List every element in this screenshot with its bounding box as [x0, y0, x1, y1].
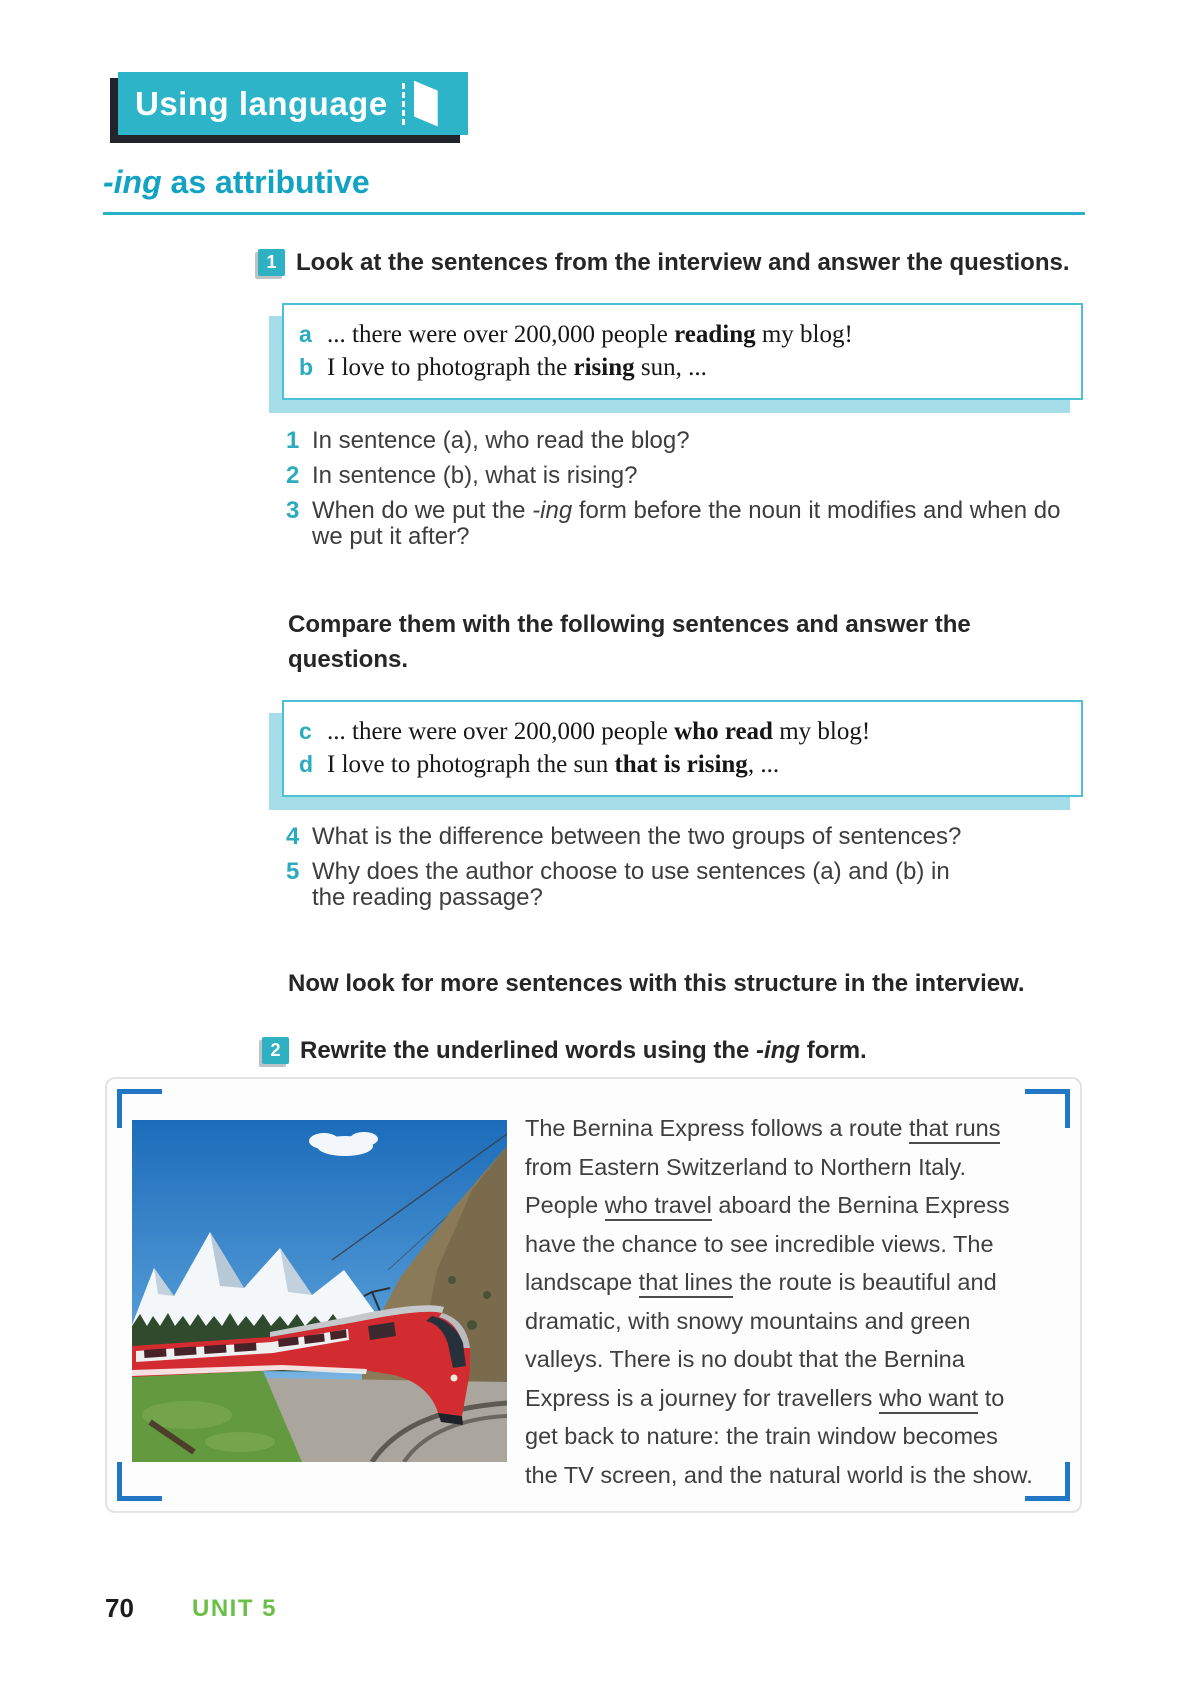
exercise2-number-badge: 2 [262, 1037, 289, 1064]
quote-sentence-b [299, 351, 1071, 384]
quote-text: I love to photograph the rising sun, ... [327, 354, 707, 381]
quote-label: b [299, 354, 314, 380]
question-number: 1 [286, 427, 300, 454]
question-text: Why does the author choose to use sentences (a) and (b) in the reading passage? [312, 858, 950, 911]
section-heading [103, 164, 370, 201]
followup-instruction: Now look for more sentences with this structure in the interview. [288, 970, 1025, 997]
question-row-2 [286, 463, 1078, 489]
question-row-4 [286, 824, 1078, 850]
quote-box-ab [282, 303, 1083, 400]
footer-page-number: 70 [105, 1593, 134, 1623]
passage-frame [105, 1077, 1082, 1513]
question-number: 5 [286, 858, 300, 885]
underlined-phrase: who want [879, 1385, 978, 1414]
question-list-4-5 [286, 824, 1078, 920]
bernina-express-photo [132, 1120, 507, 1462]
question-row-3 [286, 498, 1078, 550]
heading-rest-part: as attributive [161, 164, 370, 200]
question-text: In sentence (b), what is rising? [312, 462, 638, 489]
question-number: 4 [286, 823, 300, 850]
underlined-phrase: that runs [909, 1115, 1000, 1144]
quote-label: c [299, 718, 312, 744]
exercise2-header [262, 1036, 1082, 1066]
exercise2-instruction: Rewrite the underlined words using the -ing form. [300, 1037, 867, 1064]
question-text: In sentence (a), who read the blog? [312, 427, 690, 454]
question-text: When do we put the -ing form before the noun it modifies and when do we put it after? [312, 497, 1061, 550]
question-row-5 [286, 859, 1078, 911]
question-number: 3 [286, 497, 300, 524]
question-list-1-3 [286, 428, 1078, 559]
exercise1-header [258, 248, 1078, 278]
exercise1-instruction: Look at the sentences from the interview and answer the questions. [296, 249, 1070, 276]
underlined-phrase: that lines [639, 1269, 733, 1298]
heading-rule [103, 212, 1085, 215]
underlined-phrase: who travel [605, 1192, 712, 1221]
question-text: What is the difference between the two groups of sentences? [312, 823, 962, 850]
quote-sentence-c [299, 715, 1071, 748]
dashed-divider [402, 83, 405, 125]
using-language-banner [118, 72, 468, 135]
heading-italic-part: -ing [103, 164, 162, 200]
quote-sentence-d [299, 748, 1071, 781]
passage-segment: from Eastern Switzerland to Northern Italy. People [525, 1153, 967, 1218]
banner-flag-icon [414, 81, 438, 127]
quote-label: d [299, 751, 314, 777]
corner-bracket-icon [117, 1462, 162, 1501]
quote-text: I love to photograph the sun that is rising, ... [327, 751, 780, 778]
banner-title: Using language [135, 84, 388, 122]
passage-segment: to get back to nature: the train window becomes the TV screen, and the natural world is the show. [525, 1384, 1033, 1488]
question-number: 2 [286, 462, 300, 489]
passage-segment: The Bernina Express follows a route [525, 1115, 910, 1141]
quote-box-cd [282, 700, 1083, 797]
quote-text: ... there were over 200,000 people reading my blog! [327, 321, 853, 348]
exercise1-number-badge: 1 [258, 249, 285, 276]
quote-sentence-a [299, 318, 1071, 351]
passage-segment: the route is beautiful and dramatic, with snowy mountains and green valleys. There is no doubt that the Bernina Express is a journey for travellers [525, 1269, 997, 1411]
footer-unit-label: UNIT 5 [192, 1595, 278, 1622]
compare-instruction: Compare them with the following sentences and answer the questions. [288, 611, 971, 673]
quote-text: ... there were over 200,000 people who read my blog! [327, 718, 871, 745]
question-row-1 [286, 428, 1078, 454]
quote-label: a [299, 321, 312, 347]
passage-segment: aboard the Bernina Express have the chance to see incredible views. The landscape [525, 1192, 1010, 1295]
passage-text [525, 1109, 1037, 1494]
